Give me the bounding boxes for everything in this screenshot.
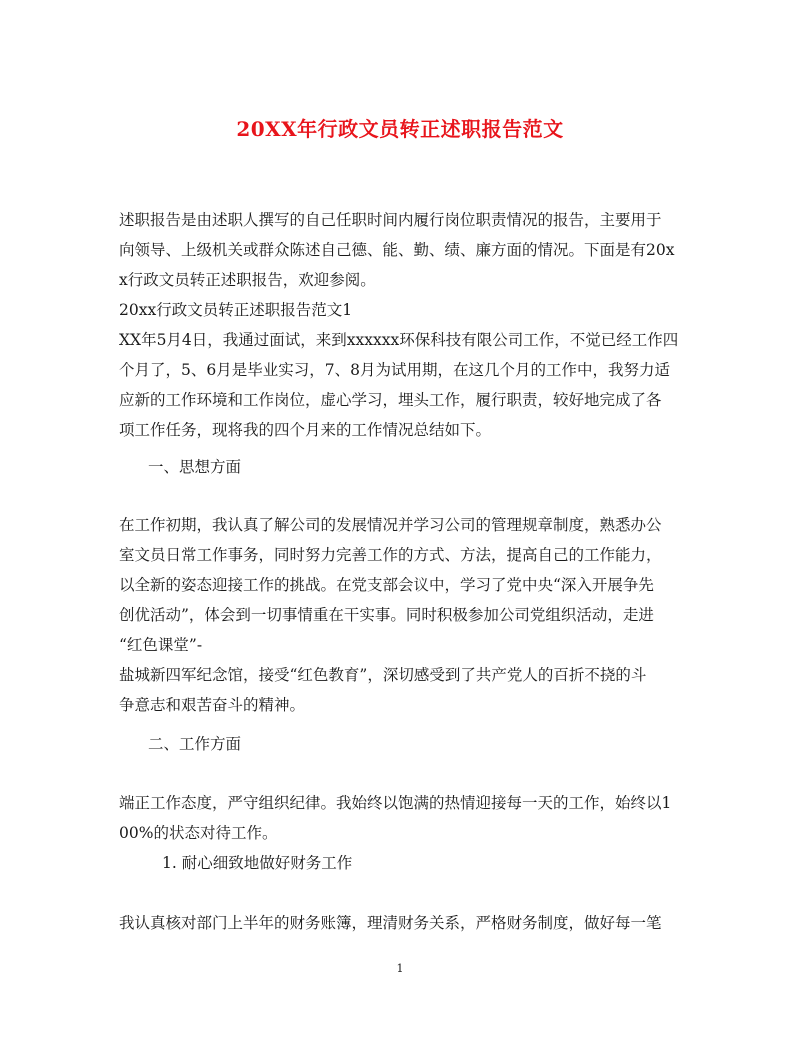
text-line: 以全新的姿态迎接工作的挑战。在党支部会议中，学习了党中央“深入开展争先 [119,576,654,594]
text-line: 20xx行政文员转正述职报告范文1 [119,301,353,319]
text-line: 项工作任务，现将我的四个月来的工作情况总结如下。 [119,421,492,439]
intro-paragraph [119,208,678,448]
text-line: 我认真核对部门上半年的财务账簿，理清财务关系，严格财务制度，做好每一笔 [119,914,662,932]
text-line: 述职报告是由述职人撰写的自己任职时间内履行岗位职责情况的报告，主要用于 [119,211,662,229]
section-heading-work [148,732,241,762]
text-line: 个月了，5、6月是毕业实习，7、8月为试用期，在这几个月的工作中，我努力适 [119,361,670,379]
subheading-text: 1. 耐心细致地做好财务工作 [162,854,353,872]
text-line: 创优活动”，体会到一切事情重在干实事。同时积极参加公司党组织活动，走进 [119,606,654,624]
text-line: 端正工作态度，严守组织纪律。我始终以饱满的热情迎接每一天的工作，始终以1 [119,794,672,812]
text-line: XX年5月4日，我通过面试，来到xxxxxx环保科技有限公司工作，不觉已经工作四 [119,331,679,349]
text-line: “红色课堂”- [119,636,203,654]
text-line: 争意志和艰苦奋斗的精神。 [119,696,306,714]
finance-paragraph [119,911,662,941]
text-line: 室文员日常工作事务，同时努力完善工作的方式、方法，提高自己的工作能力， [119,546,662,564]
document-title: 20XX年行政文员转正述职报告范文 [236,117,564,141]
text-line: 盐城新四军纪念馆，接受“红色教育”，深切感受到了共产党人的百折不挠的斗 [119,666,647,684]
subheading-finance [162,851,352,881]
section-heading-thought [148,455,241,485]
text-line: 00%的状态对待工作。 [119,824,278,842]
text-line: 应新的工作环境和工作岗位，虚心学习，埋头工作，履行职责，较好地完成了各 [119,391,662,409]
text-line: 在工作初期，我认真了解公司的发展情况并学习公司的管理规章制度，熟悉办公 [119,516,662,534]
heading-text: 一、思想方面 [148,458,242,476]
heading-text: 二、工作方面 [148,735,242,753]
thought-paragraph [119,513,662,723]
page-number: 1 [396,962,404,975]
text-line: x行政文员转正述职报告，欢迎参阅。 [119,271,376,289]
text-line: 向领导、上级机关或群众陈述自己德、能、勤、绩、廉方面的情况。下面是有20x [119,241,675,259]
work-paragraph [119,791,671,851]
